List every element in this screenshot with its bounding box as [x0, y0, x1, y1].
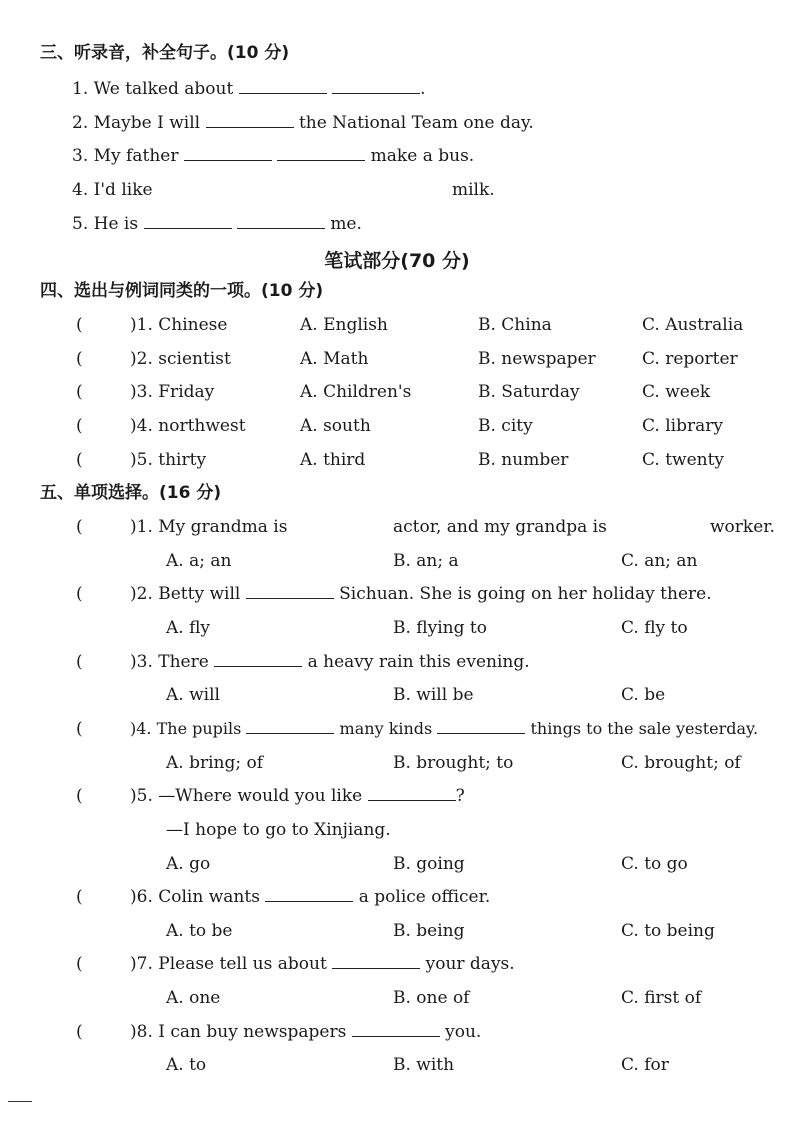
option-c: C. Australia — [642, 315, 744, 335]
option-c: C. an; an — [621, 551, 698, 571]
answer-blank[interactable] — [144, 214, 232, 229]
example-word: northwest — [158, 416, 246, 436]
item-number: 5. — [72, 214, 89, 234]
option-c: C. be — [621, 685, 666, 705]
answer-paren[interactable]: ( — [76, 584, 83, 604]
question-text: )7. Please tell us about — [130, 954, 327, 974]
answer-blank[interactable] — [246, 584, 334, 599]
option-b: B. going — [393, 854, 465, 874]
item-number: 1. — [72, 79, 89, 99]
option-b: B. city — [478, 416, 533, 436]
option-a: A. one — [166, 988, 221, 1008]
example-word: Chinese — [158, 315, 228, 335]
section5-title: 五、单项选择。(16 分) — [40, 483, 222, 503]
question-text: many kinds — [339, 719, 433, 738]
answer-blank[interactable] — [206, 113, 294, 128]
question-text: )6. Colin wants — [130, 887, 260, 907]
option-b: B. newspaper — [478, 349, 596, 369]
answer-blank[interactable] — [368, 786, 456, 801]
option-c: C. week — [642, 382, 711, 402]
question-text: Sichuan. She is going on her holiday there. — [339, 584, 712, 604]
answer-blank[interactable] — [265, 887, 353, 902]
option-c: C. to being — [621, 921, 715, 941]
item-text: I'd like — [93, 180, 153, 200]
question-text-line2: —I hope to go to Xinjiang. — [166, 820, 391, 840]
option-a: A. English — [300, 315, 388, 335]
answer-paren[interactable]: ( — [76, 517, 83, 537]
s3-item-2 — [72, 112, 534, 134]
option-c: C. brought; of — [621, 753, 741, 773]
item-number: )1. — [130, 315, 153, 335]
option-b: B. brought; to — [393, 753, 514, 773]
option-b: B. number — [478, 450, 569, 470]
s3-item-3 — [72, 145, 474, 167]
answer-paren[interactable]: ( — [76, 315, 83, 335]
answer-paren[interactable]: ( — [76, 416, 83, 436]
answer-paren[interactable]: ( — [76, 652, 83, 672]
option-a: A. south — [300, 416, 371, 436]
option-b: B. an; a — [393, 551, 459, 571]
example-word: scientist — [158, 349, 231, 369]
answer-blank[interactable] — [184, 146, 272, 161]
question-text: things to the sale yesterday. — [530, 719, 759, 738]
s3-item-5 — [72, 213, 362, 235]
option-a: A. a; an — [166, 551, 232, 571]
item-text: We talked about — [93, 79, 234, 99]
example-word: thirty — [158, 450, 207, 470]
item-text: My father — [93, 146, 179, 166]
answer-paren[interactable]: ( — [76, 382, 83, 402]
option-b: B. will be — [393, 685, 474, 705]
written-part-title: 笔试部分(70 分) — [324, 250, 470, 272]
item-number: )5. — [130, 450, 153, 470]
answer-blank[interactable] — [237, 214, 325, 229]
answer-blank[interactable] — [352, 1022, 440, 1037]
item-number: )2. — [130, 349, 153, 369]
answer-blank[interactable] — [332, 954, 420, 969]
item-text: Maybe I will — [93, 113, 201, 133]
answer-blank[interactable] — [437, 719, 525, 734]
option-b: B. with — [393, 1055, 455, 1075]
option-c: C. to go — [621, 854, 688, 874]
item-text: the National Team one day. — [298, 113, 534, 133]
answer-blank[interactable] — [332, 79, 420, 94]
answer-paren[interactable]: ( — [76, 887, 83, 907]
page-footer-rule — [8, 1101, 32, 1102]
option-c: C. library — [642, 416, 723, 436]
question-text: actor, and my grandpa is — [393, 517, 607, 537]
option-c: C. reporter — [642, 349, 738, 369]
item-text: . — [420, 79, 426, 99]
answer-paren[interactable]: ( — [76, 954, 83, 974]
item-number: )4. — [130, 416, 153, 436]
option-b: B. China — [478, 315, 552, 335]
option-a: A. Math — [300, 349, 369, 369]
question-text: you. — [445, 1022, 482, 1042]
example-word: Friday — [158, 382, 215, 402]
question-text: a heavy rain this evening. — [307, 652, 530, 672]
option-b: B. Saturday — [478, 382, 580, 402]
section4-title: 四、选出与例词同类的一项。(10 分) — [40, 281, 324, 301]
answer-blank[interactable] — [214, 652, 302, 667]
item-text: me. — [330, 214, 362, 234]
question-text: )3. There — [130, 652, 209, 672]
option-a: A. fly — [166, 618, 211, 638]
option-c: C. twenty — [642, 450, 725, 470]
question-text: )4. The pupils — [130, 719, 242, 738]
question-text: worker. — [710, 517, 775, 537]
item-text: make a bus. — [370, 146, 475, 166]
option-a: A. to be — [166, 921, 233, 941]
item-text: He is — [93, 214, 139, 234]
option-a: A. go — [166, 854, 211, 874]
question-text: )1. My grandma is — [130, 517, 288, 537]
answer-paren[interactable]: ( — [76, 786, 83, 806]
answer-paren[interactable]: ( — [76, 1022, 83, 1042]
s3-item-4 — [72, 179, 153, 201]
option-c: C. for — [621, 1055, 669, 1075]
option-b: B. being — [393, 921, 465, 941]
question-text: )5. —Where would you like — [130, 786, 363, 806]
option-b: B. one of — [393, 988, 470, 1008]
answer-paren[interactable]: ( — [76, 450, 83, 470]
item-text: milk. — [452, 180, 495, 200]
item-number: 4. — [72, 180, 89, 200]
option-c: C. fly to — [621, 618, 688, 638]
answer-blank[interactable] — [239, 79, 327, 94]
answer-paren[interactable]: ( — [76, 719, 83, 739]
item-number: )3. — [130, 382, 153, 402]
answer-paren[interactable]: ( — [76, 349, 83, 369]
option-a: A. bring; of — [166, 753, 264, 773]
item-number: 3. — [72, 146, 89, 166]
answer-blank[interactable] — [246, 719, 334, 734]
section3-title: 三、听录音，补全句子。(10 分) — [40, 43, 290, 63]
question-text: )8. I can buy newspapers — [130, 1022, 347, 1042]
question-text: a police officer. — [358, 887, 491, 907]
option-a: A. third — [300, 450, 366, 470]
s3-item-1 — [72, 78, 426, 100]
question-text: your days. — [425, 954, 515, 974]
answer-blank[interactable] — [277, 146, 365, 161]
option-a: A. to — [166, 1055, 207, 1075]
option-b: B. flying to — [393, 618, 487, 638]
option-a: A. will — [166, 685, 220, 705]
item-number: 2. — [72, 113, 89, 133]
question-text: )2. Betty will — [130, 584, 241, 604]
option-a: A. Children's — [300, 382, 412, 402]
question-text: ? — [455, 786, 465, 806]
option-c: C. first of — [621, 988, 702, 1008]
